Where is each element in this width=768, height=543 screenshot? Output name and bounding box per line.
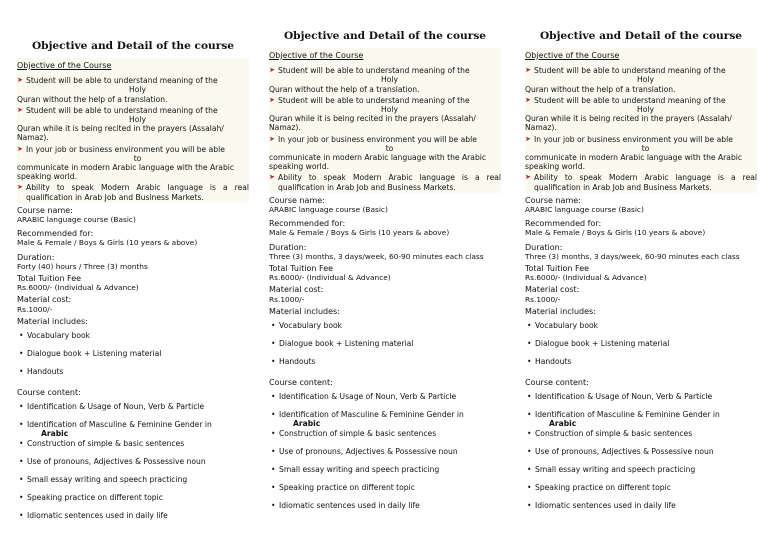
recommended-label: Recommended for: <box>525 219 602 229</box>
objective-heading: Objective of the Course <box>17 61 112 70</box>
arrow-bullet-icon: ➤ <box>17 76 23 85</box>
course-column <box>17 40 249 529</box>
page-title: Objective and Detail of the course <box>283 30 487 42</box>
objective-text: Ability to speak Modern Arabic language is a real qualification in Arab Job and Business Markets. <box>278 173 501 192</box>
objective-continuation: communicate in modern Arabic language with the Arabic speaking world. <box>269 153 487 172</box>
arrow-bullet-icon: ➤ <box>525 95 531 104</box>
content-item: • Identification & Usage of Noun, Verb & Particle <box>17 402 249 420</box>
arrow-bullet-icon: ➤ <box>525 173 531 182</box>
arrow-bullet-icon: ➤ <box>17 144 23 153</box>
content-item: • Construction of simple & basic sentences <box>17 439 249 457</box>
objective-text: Student will be able to understand meaning of the Holy <box>278 66 470 85</box>
arrow-bullet-icon: ➤ <box>17 183 23 192</box>
content-item: • Idiomatic sentences used in daily life <box>269 501 501 519</box>
fee-label: Total Tuition Fee <box>525 264 590 274</box>
objective-section <box>269 48 501 193</box>
material-item: • Vocabulary book <box>17 331 249 349</box>
objective-item <box>525 135 757 153</box>
page-title: Objective and Detail of the course <box>31 40 235 52</box>
objective-text: In your job or business environment you will be able to <box>278 134 477 153</box>
course-name-value: ARABIC language course (Basic) <box>17 215 136 225</box>
material-list <box>525 321 757 375</box>
objective-text: Ability to speak Modern Arabic language is a real qualification in Arab Job and Business Markets. <box>534 173 757 192</box>
course-content-list <box>525 392 757 518</box>
objective-continuation: Quran while it is being recited in the prayers (Assalah/ Namaz). <box>525 114 732 133</box>
content-item: • Small essay writing and speech practicing <box>525 465 757 483</box>
objective-item <box>17 106 249 124</box>
objective-text: Student will be able to understand meaning of the Holy <box>26 76 218 95</box>
content-item: • Speaking practice on different topic <box>17 493 249 511</box>
material-cost-label: Material cost: <box>525 285 580 295</box>
objective-item <box>17 145 249 163</box>
arrow-bullet-icon: ➤ <box>17 105 23 114</box>
course-content-label: Course content: <box>525 378 589 388</box>
objective-item <box>269 173 501 191</box>
objective-continuation: Quran while it is being recited in the prayers (Assalah/ Namaz). <box>17 124 224 143</box>
objective-continuation: communicate in modern Arabic language with the Arabic speaking world. <box>17 163 235 182</box>
material-item: • Handouts <box>269 357 501 375</box>
course-name-label: Course name: <box>269 195 325 205</box>
objective-item <box>269 66 501 84</box>
duration-value: Three (3) months, 3 days/week, 60-90 minutes each class <box>525 251 740 261</box>
content-item: • Construction of simple & basic sentences <box>525 429 757 447</box>
duration-label: Duration: <box>269 242 307 252</box>
material-item: • Vocabulary book <box>269 321 501 339</box>
material-item: • Handouts <box>17 367 249 385</box>
arrow-bullet-icon: ➤ <box>525 134 531 143</box>
course-content-list <box>269 392 501 518</box>
content-item: • Idiomatic sentences used in daily life <box>17 511 249 529</box>
content-item: • Identification & Usage of Noun, Verb & Particle <box>269 392 501 410</box>
content-item: • Small essay writing and speech practicing <box>269 465 501 483</box>
material-item: • Dialogue book + Listening material <box>17 349 249 367</box>
arrow-bullet-icon: ➤ <box>269 173 275 182</box>
objective-text: In your job or business environment you will be able to <box>534 134 733 153</box>
arrow-bullet-icon: ➤ <box>269 134 275 143</box>
course-content-label: Course content: <box>269 378 333 388</box>
content-item: • Use of pronouns, Adjectives & Possessive noun <box>17 457 249 475</box>
course-name-label: Course name: <box>17 205 73 215</box>
recommended-value: Male & Female / Boys & Girls (10 years & above) <box>269 228 450 238</box>
objective-continuation: communicate in modern Arabic language with the Arabic speaking world. <box>525 153 743 172</box>
objective-text: Ability to speak Modern Arabic language is a real qualification in Arab Job and Business Markets. <box>26 183 249 202</box>
arrow-bullet-icon: ➤ <box>269 95 275 104</box>
content-item: • Use of pronouns, Adjectives & Possessive noun <box>269 447 501 465</box>
fee-value: Rs.6000/- (Individual & Advance) <box>525 273 647 283</box>
material-cost-label: Material cost: <box>269 285 324 295</box>
material-item: • Vocabulary book <box>525 321 757 339</box>
objective-section <box>525 48 757 193</box>
objective-item <box>525 173 757 191</box>
material-cost-value: Rs.1000/- <box>525 294 561 304</box>
content-item: • Identification of Masculine & Feminine Gender in Arabic <box>525 410 757 428</box>
objective-text: Student will be able to understand meaning of the Holy <box>26 105 218 125</box>
course-column <box>525 30 757 519</box>
duration-value: Forty (40) hours / Three (3) months <box>17 261 148 271</box>
objective-heading: Objective of the Course <box>269 51 364 60</box>
objective-item <box>525 96 757 114</box>
duration-value: Three (3) months, 3 days/week, 60-90 minutes each class <box>269 251 484 261</box>
content-item: • Identification of Masculine & Feminine Gender in Arabic <box>17 420 249 438</box>
page-title: Objective and Detail of the course <box>539 30 743 42</box>
objective-continuation: Quran while it is being recited in the prayers (Assalah/ Namaz). <box>269 114 476 133</box>
objective-continuation: Quran without the help of a translation. <box>269 84 420 94</box>
fee-label: Total Tuition Fee <box>269 264 334 274</box>
objective-text: Student will be able to understand meaning of the Holy <box>534 95 726 115</box>
objective-item <box>269 135 501 153</box>
duration-label: Duration: <box>525 242 563 252</box>
content-item: • Identification of Masculine & Feminine Gender in Arabic <box>269 410 501 428</box>
objective-text: Student will be able to understand meaning of the Holy <box>534 66 726 85</box>
objective-text: In your job or business environment you will be able to <box>26 144 225 163</box>
recommended-value: Male & Female / Boys & Girls (10 years & above) <box>525 228 706 238</box>
material-includes-label: Material includes: <box>525 306 596 316</box>
material-item: • Dialogue book + Listening material <box>525 339 757 357</box>
objective-text: Student will be able to understand meaning of the Holy <box>278 95 470 115</box>
objective-item <box>269 96 501 114</box>
objective-continuation: Quran without the help of a translation. <box>17 94 168 104</box>
fee-value: Rs.6000/- (Individual & Advance) <box>17 283 139 293</box>
content-item: • Speaking practice on different topic <box>525 483 757 501</box>
material-item: • Handouts <box>525 357 757 375</box>
recommended-value: Male & Female / Boys & Girls (10 years & above) <box>17 238 198 248</box>
material-cost-value: Rs.1000/- <box>269 294 305 304</box>
objective-item <box>17 76 249 94</box>
content-item: • Small essay writing and speech practicing <box>17 475 249 493</box>
content-item: • Identification & Usage of Noun, Verb & Particle <box>525 392 757 410</box>
material-list <box>269 321 501 375</box>
course-name-label: Course name: <box>525 195 581 205</box>
objective-continuation: Quran without the help of a translation. <box>525 84 676 94</box>
content-item: • Speaking practice on different topic <box>269 483 501 501</box>
material-includes-label: Material includes: <box>17 316 88 326</box>
material-cost-label: Material cost: <box>17 295 72 305</box>
content-item: • Idiomatic sentences used in daily life <box>525 501 757 519</box>
course-column <box>269 30 501 519</box>
arrow-bullet-icon: ➤ <box>525 66 531 75</box>
course-name-value: ARABIC language course (Basic) <box>525 205 644 215</box>
course-content-list <box>17 402 249 528</box>
course-name-value: ARABIC language course (Basic) <box>269 205 388 215</box>
objective-heading: Objective of the Course <box>525 51 620 60</box>
duration-label: Duration: <box>17 252 55 262</box>
objective-item <box>525 66 757 84</box>
material-list <box>17 331 249 385</box>
objective-item <box>17 183 249 201</box>
content-item: • Construction of simple & basic sentences <box>269 429 501 447</box>
recommended-label: Recommended for: <box>17 229 94 239</box>
material-includes-label: Material includes: <box>269 306 340 316</box>
material-cost-value: Rs.1000/- <box>17 304 53 314</box>
arrow-bullet-icon: ➤ <box>269 66 275 75</box>
objective-section <box>17 58 249 203</box>
material-item: • Dialogue book + Listening material <box>269 339 501 357</box>
content-item: • Use of pronouns, Adjectives & Possessive noun <box>525 447 757 465</box>
recommended-label: Recommended for: <box>269 219 346 229</box>
fee-label: Total Tuition Fee <box>17 274 82 284</box>
course-content-label: Course content: <box>17 388 81 398</box>
fee-value: Rs.6000/- (Individual & Advance) <box>269 273 391 283</box>
